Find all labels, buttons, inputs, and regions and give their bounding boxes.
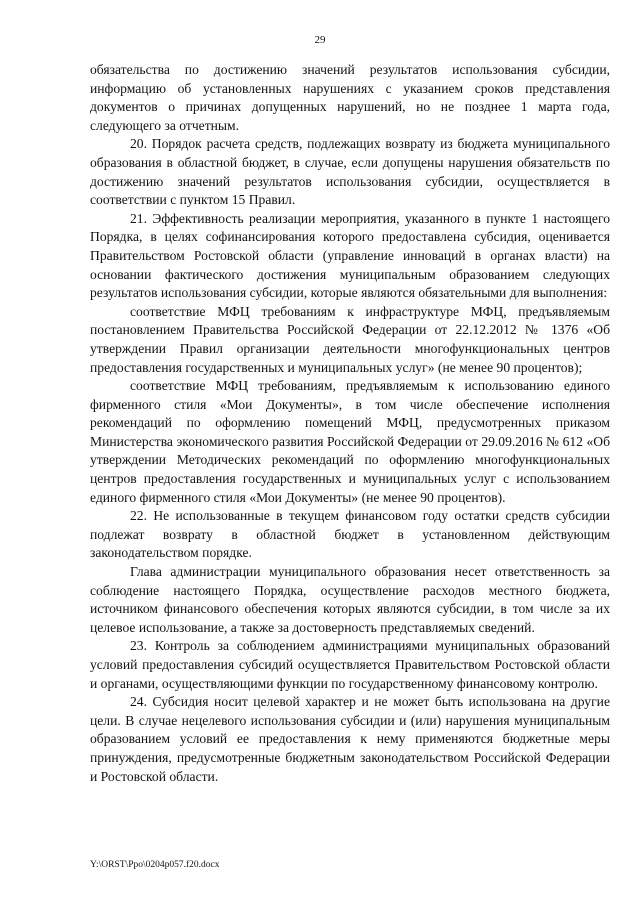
paragraph-22-responsibility: Глава администрации муниципального образования несет ответственность за соблюдение настоящего Порядка, осуществление расходов местного бюджета, источником финансового обеспечения которых являются субсидии, в том числе за их целевое использование, а также за достоверность представляемых сведений. (90, 564, 610, 635)
paragraph-21-item-2: соответствие МФЦ требованиям, предъявляемым к использованию единого фирменного стиля «Мои Документы», в том числе обеспечение исполнения рекомендаций по оформлению помещений МФЦ, предусмотренных приказом Министерства экономического развития Российской Федерации от 29.09.2016 № 612 «Об утверждении Методических рекомендаций по оформлению многофункциональных центров предоставления государственных и муниципальных услуг с использованием единого фирменного стиля «Мои Документы» (не менее 90 процентов). (90, 378, 610, 505)
paragraph-23: 23. Контроль за соблюдением администрациями муниципальных образований условий предоставления субсидий осуществляется Правительством Ростовской области и органами, осуществляющими функции по государственному финансовому контролю. (90, 638, 610, 691)
page-number: 29 (314, 34, 326, 46)
footer-file-path: Y:\ORST\Ppo\0204p057.f20.docx (90, 860, 220, 870)
document-body (90, 61, 610, 786)
paragraph-24: 24. Субсидия носит целевой характер и не может быть использована на другие цели. В случае нецелевого использования субсидии и (или) нарушения муниципальным образованием условий ее предоставления к нему применяются бюджетные меры принуждения, предусмотренные бюджетным законодательством Российской Федерации и Ростовской области. (90, 694, 610, 784)
paragraph-21-item-1: соответствие МФЦ требованиям к инфраструктуре МФЦ, предъявляемым постановлением Правительства Российской Федерации от 22.12.2012 № 1376 «Об утверждении Правил организации деятельности многофункциональных центров предоставления государственных и муниципальных услуг» (не менее 90 процентов); (90, 303, 610, 375)
paragraph-20: 20. Порядок расчета средств, подлежащих возврату из бюджета муниципального образования в областной бюджет, в случае, если допущены нарушения обязательств по достижению значений результатов использования субсидии, осуществляется в соответствии с пунктом 15 Правил. (90, 136, 610, 208)
paragraph-continuation: обязательства по достижению значений результатов использования субсидии, информацию об установленных нарушениях с указанием сроков представления документов о причинах допущенных нарушений, но не позднее 1 марта года, следующего за отчетным. (90, 62, 610, 133)
paragraph-22: 22. Не использованные в текущем финансовом году остатки средств субсидии подлежат возврату в областной бюджет в установленном действующим законодательством порядке. (90, 508, 610, 561)
paragraph-21: 21. Эффективность реализации мероприятия, указанного в пункте 1 настоящего Порядка, в целях софинансирования которого предоставлена субсидия, оценивается Правительством Ростовской области (управление инноваций в органах власти) на основании фактического достижения муниципальным образованием следующих результатов использования субсидии, которые являются обязательными для выполнения: (90, 210, 610, 301)
